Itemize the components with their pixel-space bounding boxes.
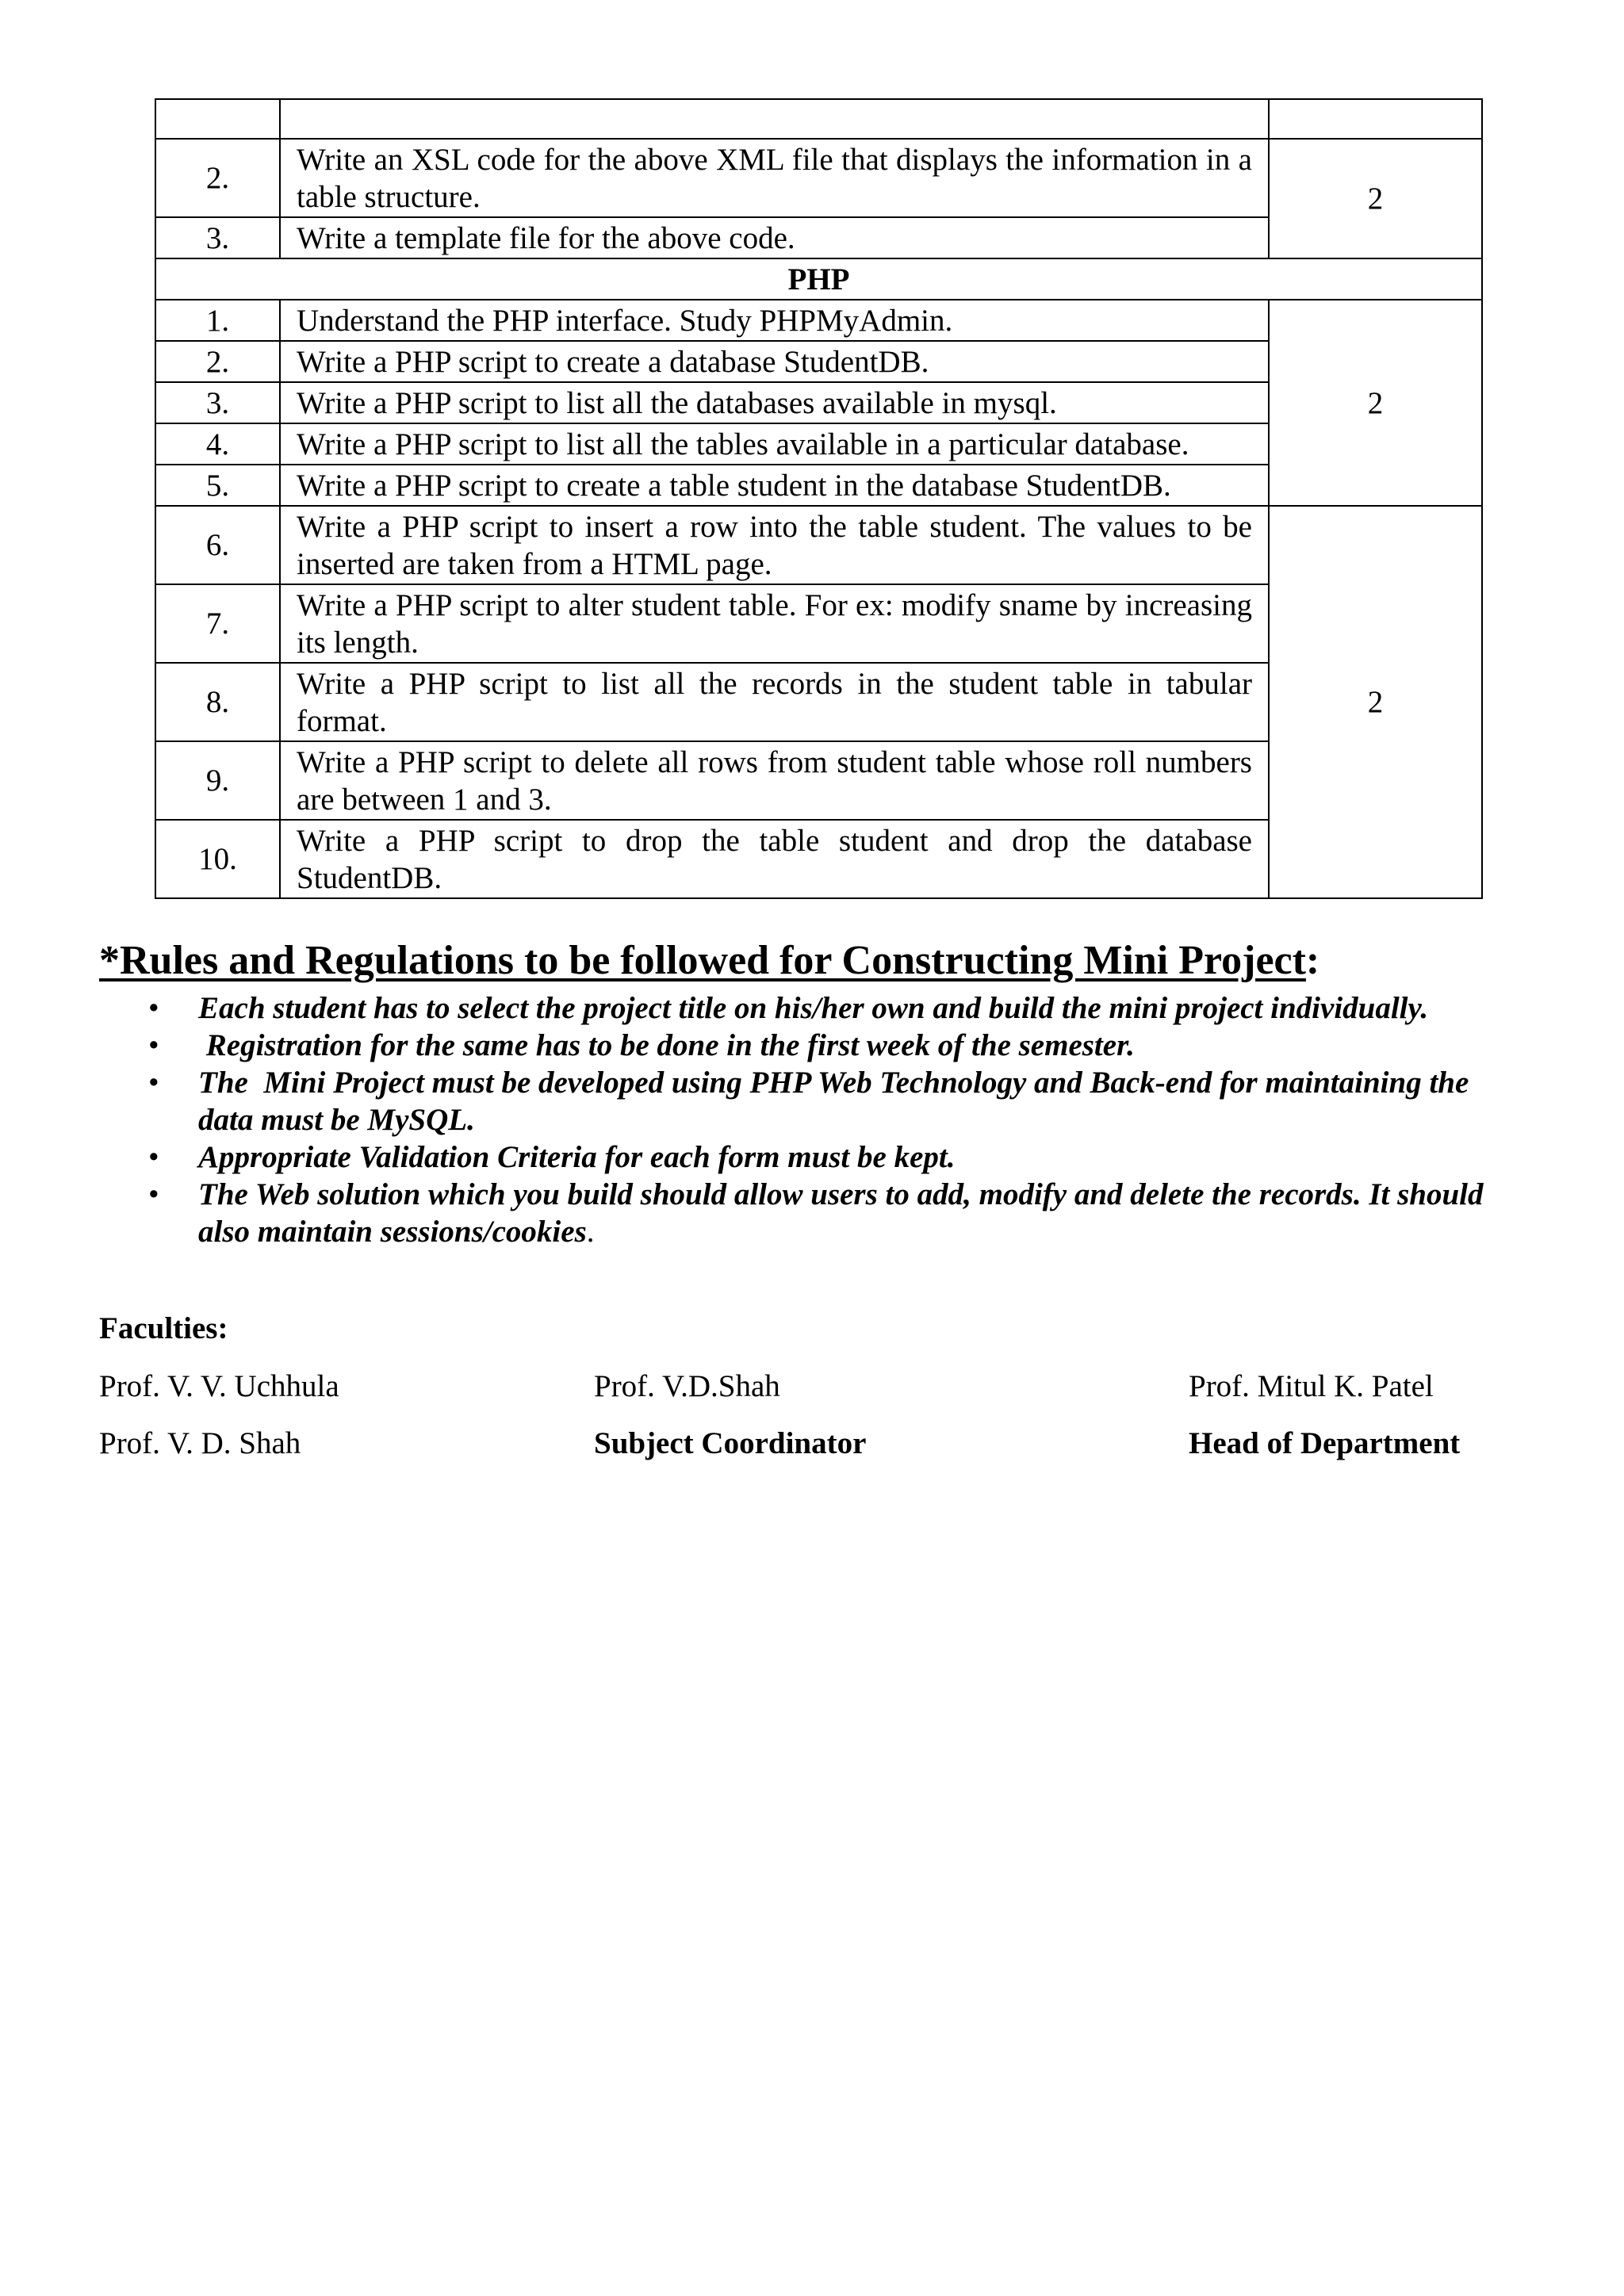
bullet-icon: •	[148, 1028, 159, 1062]
practical-number: 2.	[155, 139, 280, 217]
rule-text: The Mini Project must be developed using PHP Web Technology and Back-end for maintaining the data must be MySQL.	[198, 1066, 1477, 1137]
practical-hours: 2	[1269, 300, 1482, 506]
rules-heading-text: *Rules and Regulations to be followed for Constructing Mini Project	[99, 938, 1306, 983]
practical-number: 3.	[155, 382, 280, 423]
head-of-department-role: Head of Department	[1189, 1426, 1461, 1460]
practical-description: Write a PHP script to list all the tables available in a particular database.	[280, 423, 1269, 465]
practical-number: 4.	[155, 423, 280, 465]
list-item	[99, 1064, 1526, 1138]
rules-heading	[99, 936, 1320, 986]
practical-number: 3.	[155, 217, 280, 258]
practical-number	[155, 99, 280, 139]
list-item	[99, 1176, 1526, 1250]
practical-number: 1.	[155, 300, 280, 341]
practical-description: Write a PHP script to insert a row into the table student. The values to be inserted are taken from a HTML page.	[280, 506, 1269, 584]
practical-description: Write a PHP script to list all the databases available in mysql.	[280, 382, 1269, 423]
practical-hours: 2	[1269, 506, 1482, 898]
faculty-name: Prof. V. V. Uchhula	[99, 1369, 339, 1403]
list-item	[99, 989, 1526, 1027]
list-item	[99, 1138, 1526, 1176]
rules-list	[99, 989, 1526, 1250]
practical-hours	[1269, 99, 1482, 139]
bullet-icon: •	[148, 991, 159, 1025]
head-of-department-name: Prof. Mitul K. Patel	[1189, 1369, 1434, 1403]
practical-description: Write a PHP script to create a database StudentDB.	[280, 341, 1269, 382]
rule-text: Each student has to select the project title on his/her own and build the mini project individually.	[198, 991, 1429, 1025]
table-row	[155, 506, 1482, 584]
faculties-label: Faculties:	[99, 1311, 228, 1345]
table-row	[155, 300, 1482, 341]
practical-number: 2.	[155, 341, 280, 382]
practical-description: Write a PHP script to delete all rows from student table whose roll numbers are between 1 and 3.	[280, 741, 1269, 820]
practical-description: Write a PHP script to alter student table. For ex: modify sname by increasing its length.	[280, 584, 1269, 663]
section-header-php	[155, 258, 1482, 300]
faculty-name: Prof. V. D. Shah	[99, 1426, 301, 1460]
practical-number: 7.	[155, 584, 280, 663]
practical-hours: 2	[1269, 139, 1482, 258]
rule-trailing-period: .	[586, 1215, 595, 1249]
subject-coordinator-role: Subject Coordinator	[594, 1426, 867, 1460]
rule-text: Appropriate Validation Criteria for each form must be kept.	[198, 1140, 956, 1174]
practical-description: Write a PHP script to list all the records in the student table in tabular format.	[280, 663, 1269, 741]
practical-description: Write an XSL code for the above XML file that displays the information in a table structure.	[280, 139, 1269, 217]
practical-description: Write a PHP script to drop the table student and drop the database StudentDB.	[280, 820, 1269, 898]
subject-coordinator-name: Prof. V.D.Shah	[594, 1369, 780, 1403]
list-item	[99, 1027, 1526, 1064]
practicals-table	[155, 98, 1483, 899]
practical-description: Write a PHP script to create a table student in the database StudentDB.	[280, 465, 1269, 506]
bullet-icon: •	[148, 1066, 159, 1100]
rule-text: The Web solution which you build should allow users to add, modify and delete the records. It should also maintain sessions/cookies	[198, 1177, 1484, 1249]
section-title: PHP	[155, 258, 1482, 300]
practical-number: 8.	[155, 663, 280, 741]
rule-text: Registration for the same has to be done in the first week of the semester.	[198, 1028, 1135, 1062]
practical-number: 9.	[155, 741, 280, 820]
practical-description: Understand the PHP interface. Study PHPMyAdmin.	[280, 300, 1269, 341]
practical-number: 10.	[155, 820, 280, 898]
practical-description: Write a template file for the above code.	[280, 217, 1269, 258]
practical-description	[280, 99, 1269, 139]
practical-number: 5.	[155, 465, 280, 506]
practical-number: 6.	[155, 506, 280, 584]
table-row	[155, 99, 1482, 139]
table-row	[155, 139, 1482, 217]
bullet-icon: •	[148, 1140, 159, 1174]
bullet-icon: •	[148, 1177, 159, 1211]
rules-heading-colon: :	[1305, 938, 1320, 983]
